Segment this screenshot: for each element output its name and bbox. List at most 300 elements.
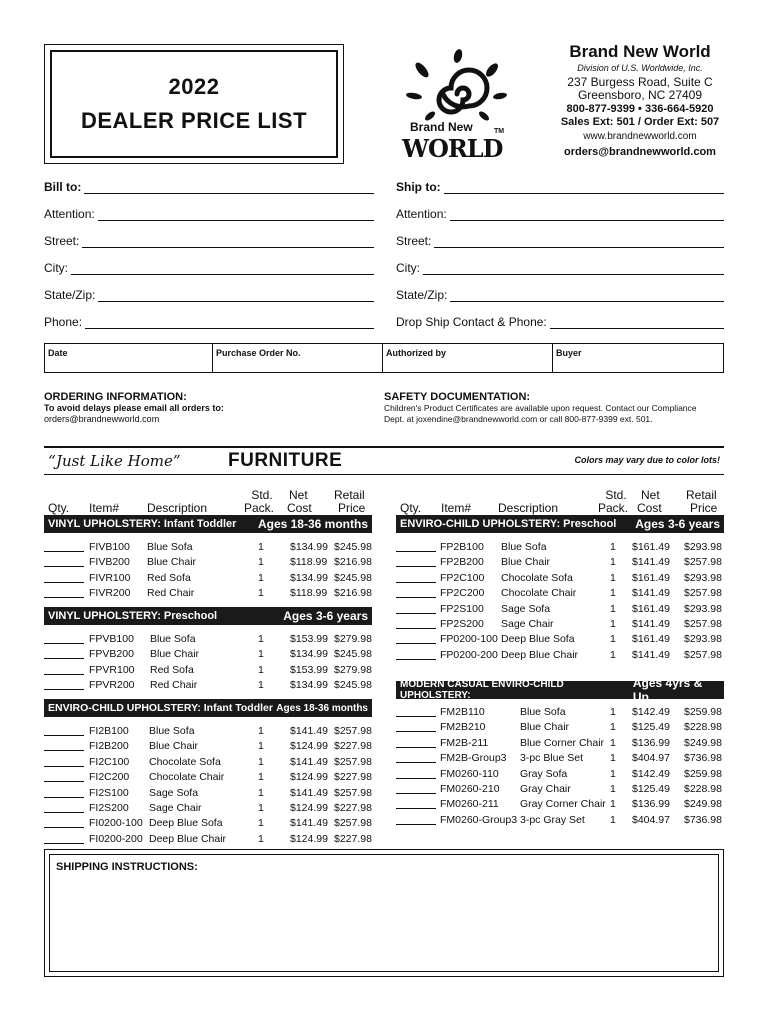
col-net: Net — [641, 488, 660, 502]
qty-input[interactable] — [44, 797, 84, 798]
item-number: FM2B210 — [440, 721, 486, 734]
retail-price: $228.98 — [684, 783, 722, 795]
col-pack: Pack. — [598, 501, 629, 515]
table-row — [396, 720, 726, 735]
company-address1: 237 Burgess Road, Suite C — [567, 74, 713, 89]
bill-to-field[interactable] — [44, 178, 374, 194]
bill-to-section — [44, 178, 374, 329]
safety-info — [384, 391, 728, 425]
net-cost: $161.49 — [632, 571, 670, 584]
item-description: Sage Chair — [149, 802, 202, 814]
item-number: FIVB100 — [89, 541, 130, 553]
item-description: Blue Chair — [501, 556, 551, 569]
bill-phone-field[interactable] — [44, 313, 374, 329]
item-number: FI2C200 — [89, 771, 130, 784]
table-row — [396, 648, 726, 663]
po-number-field[interactable]: Purchase Order No. — [213, 344, 383, 372]
item-number: FM0260-210 — [440, 783, 500, 795]
ordering-heading: ORDERING INFORMATION: — [44, 391, 187, 403]
item-number: FI2B200 — [89, 740, 129, 753]
retail-price: $279.98 — [334, 663, 372, 676]
item-description: Blue Chair — [147, 556, 197, 569]
item-description: Blue Sofa — [147, 541, 193, 553]
bill-street-label: Street: — [44, 234, 80, 248]
ship-statezip-label: State/Zip: — [396, 288, 448, 302]
std-pack: 1 — [258, 786, 264, 799]
company-info — [540, 42, 740, 160]
table-row — [396, 617, 726, 632]
item-description: Chocolate Sofa — [149, 755, 221, 768]
net-cost: $141.49 — [632, 587, 670, 600]
group-header-enviro-infant — [44, 699, 372, 717]
item-number: FPVB200 — [89, 648, 134, 661]
qty-input[interactable] — [396, 778, 436, 779]
retail-price: $245.98 — [334, 571, 372, 584]
qty-input[interactable] — [396, 747, 436, 748]
table-row — [44, 816, 374, 831]
item-description: Deep Blue Sofa — [501, 633, 575, 646]
qty-input[interactable] — [396, 551, 436, 552]
qty-input[interactable] — [44, 643, 84, 644]
table-row — [44, 555, 374, 570]
qty-input[interactable] — [396, 659, 436, 660]
std-pack: 1 — [258, 541, 264, 553]
item-description: Blue Corner Chair — [520, 736, 605, 749]
net-cost: $141.49 — [632, 556, 670, 569]
table-row — [396, 586, 726, 601]
col-item: Item# — [441, 501, 472, 515]
retail-price: $736.98 — [684, 752, 722, 765]
col-description: Description — [498, 501, 559, 515]
net-cost: $142.49 — [632, 767, 670, 780]
retail-price: $257.98 — [684, 587, 722, 600]
authorized-by-field[interactable]: Authorized by — [383, 344, 553, 372]
std-pack: 1 — [258, 802, 264, 814]
bill-statezip-field[interactable] — [44, 286, 374, 302]
qty-input[interactable] — [44, 827, 84, 828]
group-title: ENVIRO-CHILD UPHOLSTERY: Infant Toddler — [48, 702, 273, 714]
ship-statezip-field[interactable] — [396, 286, 724, 302]
item-description: Blue Sofa — [149, 725, 195, 737]
bill-statezip-label: State/Zip: — [44, 288, 96, 302]
item-description: 3-pc Blue Set — [520, 752, 584, 765]
item-description: Blue Sofa — [520, 706, 566, 718]
net-cost: $136.99 — [632, 736, 670, 749]
table-row — [396, 705, 726, 720]
item-number: FI0200-200 — [89, 832, 143, 845]
std-pack: 1 — [610, 736, 616, 749]
qty-input[interactable] — [396, 731, 436, 732]
qty-input[interactable] — [396, 824, 436, 825]
col-retail: Retail — [334, 488, 365, 502]
std-pack: 1 — [610, 602, 616, 615]
ship-to-field[interactable] — [396, 178, 724, 194]
net-cost: $404.97 — [632, 813, 670, 826]
item-number: FI2S100 — [89, 786, 129, 799]
group-title: VINYL UPHOLSTERY: Preschool — [48, 610, 218, 622]
date-field[interactable]: Date — [45, 344, 213, 372]
section-title: FURNITURE — [228, 450, 343, 471]
company-website: www.brandnewworld.com — [583, 130, 697, 142]
table-row — [396, 555, 726, 570]
qty-input[interactable] — [396, 643, 436, 644]
retail-price: $245.98 — [334, 541, 372, 553]
price-list-title: DEALER PRICE LIST — [80, 108, 308, 133]
company-extensions: Sales Ext: 501 / Order Ext: 507 — [560, 116, 720, 128]
group-age: Ages 18-36 months — [257, 517, 368, 531]
qty-input[interactable] — [44, 597, 84, 598]
company-email: orders@brandnewworld.com — [564, 146, 716, 158]
bill-attention-label: Attention: — [44, 207, 95, 221]
item-number: FP2S100 — [440, 602, 484, 615]
retail-price: $227.98 — [334, 771, 372, 784]
item-number: FI2B100 — [89, 725, 129, 737]
ship-to-section — [396, 178, 724, 329]
std-pack: 1 — [258, 571, 264, 584]
table-row — [44, 647, 374, 662]
item-number: FP2C200 — [440, 587, 485, 600]
item-number: FM0260-110 — [440, 767, 499, 780]
item-description: Chocolate Sofa — [501, 571, 573, 584]
item-number: FM0260-211 — [440, 798, 499, 811]
net-cost: $141.49 — [290, 725, 328, 737]
std-pack: 1 — [610, 798, 616, 811]
item-number: FP0200-200 — [440, 648, 498, 661]
item-description: 3-pc Gray Set — [520, 813, 585, 826]
item-number: FI2C100 — [89, 755, 130, 768]
table-row — [396, 736, 726, 751]
group-title: MODERN CASUAL ENVIRO-CHILD UPHOLSTERY: — [400, 679, 564, 701]
item-description: Red Chair — [150, 679, 198, 692]
table-row — [44, 739, 374, 754]
table-row — [44, 540, 374, 555]
safety-heading: SAFETY DOCUMENTATION: — [384, 391, 531, 403]
qty-input[interactable] — [44, 689, 84, 690]
retail-price: $227.98 — [334, 802, 372, 814]
group-age: Ages 18-36 months — [276, 702, 368, 714]
net-cost: $136.99 — [632, 798, 670, 811]
qty-input[interactable] — [44, 812, 84, 813]
logo-tm: TM — [494, 128, 505, 135]
net-cost: $141.49 — [632, 648, 670, 661]
retail-price: $293.98 — [684, 571, 722, 584]
item-description: Chocolate Chair — [149, 771, 225, 784]
group-title: ENVIRO-CHILD UPHOLSTERY: Preschool — [400, 518, 617, 530]
table-row — [44, 678, 374, 693]
net-cost: $161.49 — [632, 633, 670, 646]
retail-price: $259.98 — [684, 767, 722, 780]
retail-price: $257.98 — [334, 786, 372, 799]
net-cost: $134.99 — [290, 541, 328, 553]
col-net: Net — [289, 488, 308, 502]
group-header-vinyl-preschool — [44, 607, 372, 625]
item-number: FI0200-100 — [89, 817, 143, 830]
retail-price: $257.98 — [334, 755, 372, 768]
retail-price: $227.98 — [334, 832, 372, 845]
company-name: Brand New World — [569, 42, 711, 61]
table-row — [44, 832, 374, 847]
drop-ship-field[interactable] — [396, 313, 724, 329]
retail-price: $279.98 — [334, 633, 372, 645]
net-cost: $161.49 — [632, 541, 670, 553]
net-cost: $125.49 — [632, 783, 670, 795]
item-description: Blue Sofa — [501, 541, 547, 553]
ship-attention-label: Attention: — [396, 207, 447, 221]
table-row — [44, 770, 374, 785]
retail-price: $293.98 — [684, 602, 722, 615]
retail-price: $736.98 — [684, 813, 722, 826]
std-pack: 1 — [258, 556, 264, 569]
item-number: FPVR200 — [89, 679, 135, 692]
table-row — [44, 663, 374, 678]
qty-input[interactable] — [396, 762, 436, 763]
group-header-vinyl-infant — [44, 515, 372, 533]
table-row — [44, 571, 374, 586]
std-pack: 1 — [258, 633, 264, 645]
qty-input[interactable] — [396, 582, 436, 583]
item-number: FIVR100 — [89, 571, 131, 584]
table-row — [396, 632, 726, 647]
bill-street-field[interactable] — [44, 232, 374, 248]
ship-street-label: Street: — [396, 234, 432, 248]
group-header-modern-casual — [396, 676, 724, 704]
item-description: Gray Sofa — [520, 767, 568, 780]
retail-price: $249.98 — [684, 798, 722, 811]
col-pack: Pack. — [244, 501, 275, 515]
qty-input[interactable] — [44, 766, 84, 767]
qty-input[interactable] — [44, 781, 84, 782]
drop-ship-label: Drop Ship Contact & Phone: — [396, 315, 547, 329]
item-description: Blue Chair — [520, 721, 570, 734]
retail-price: $245.98 — [334, 679, 372, 692]
ordering-line1: To avoid delays please email all orders to: — [44, 403, 224, 413]
qty-input[interactable] — [44, 735, 84, 736]
qty-input[interactable] — [396, 793, 436, 794]
qty-input[interactable] — [44, 658, 84, 659]
title-box — [44, 44, 344, 164]
std-pack: 1 — [258, 663, 264, 676]
group-age: Ages 3-6 years — [635, 517, 720, 531]
qty-input[interactable] — [44, 551, 84, 552]
item-description: Gray Chair — [520, 783, 571, 795]
item-number: FM2B-211 — [440, 736, 489, 749]
std-pack: 1 — [610, 571, 616, 584]
retail-price: $293.98 — [684, 541, 722, 553]
qty-input[interactable] — [44, 750, 84, 751]
std-pack: 1 — [610, 633, 616, 646]
table-row — [44, 632, 374, 647]
std-pack: 1 — [610, 813, 616, 826]
std-pack: 1 — [610, 556, 616, 569]
item-description: Blue Chair — [150, 648, 200, 661]
net-cost: $142.49 — [632, 706, 670, 718]
std-pack: 1 — [610, 706, 616, 718]
retail-price: $216.98 — [334, 556, 372, 569]
item-number: FM0260-Group3 — [440, 813, 518, 826]
net-cost: $125.49 — [632, 721, 670, 734]
ordering-email: orders@brandnewworld.com — [44, 414, 160, 424]
item-number: FIVB200 — [89, 556, 130, 569]
qty-input[interactable] — [396, 808, 436, 809]
std-pack: 1 — [258, 648, 264, 661]
table-row — [44, 586, 374, 601]
col-price: Price — [338, 501, 366, 515]
qty-input[interactable] — [396, 597, 436, 598]
ship-to-label: Ship to: — [396, 180, 441, 194]
item-number: FIVR200 — [89, 587, 131, 600]
buyer-field[interactable]: Buyer — [556, 348, 582, 358]
logo-brand-new: Brand New — [410, 120, 473, 134]
item-description: Sage Sofa — [501, 602, 551, 615]
item-number: FP2B200 — [440, 556, 484, 569]
retail-price: $257.98 — [334, 725, 372, 737]
table-row — [396, 782, 726, 797]
item-number: FPVR100 — [89, 663, 135, 676]
item-description: Sage Chair — [501, 618, 554, 630]
bill-city-field[interactable] — [44, 259, 374, 275]
item-number: FPVB100 — [89, 633, 134, 645]
retail-price: $257.98 — [684, 618, 722, 630]
qty-input[interactable] — [396, 628, 436, 629]
col-std: Std. — [251, 488, 273, 502]
std-pack: 1 — [258, 832, 264, 845]
col-cost: Cost — [287, 501, 312, 515]
std-pack: 1 — [258, 679, 264, 692]
shipping-heading: SHIPPING INSTRUCTIONS: — [56, 861, 198, 873]
std-pack: 1 — [258, 755, 264, 768]
table-row — [44, 801, 374, 816]
shipping-instructions-box[interactable] — [44, 849, 724, 977]
item-number: FI2S200 — [89, 802, 129, 814]
table-row — [396, 813, 726, 828]
logo-world: WORLD — [402, 134, 503, 163]
table-row — [396, 767, 726, 782]
net-cost: $134.99 — [290, 648, 328, 661]
net-cost: $124.99 — [290, 740, 328, 753]
item-number: FP0200-100 — [440, 633, 498, 646]
col-std: Std. — [605, 488, 627, 502]
table-row — [44, 755, 374, 770]
col-retail: Retail — [686, 488, 717, 502]
qty-input[interactable] — [44, 674, 84, 675]
std-pack: 1 — [610, 541, 616, 553]
bill-attention-field[interactable] — [44, 205, 374, 221]
ship-attention-field[interactable] — [396, 205, 724, 221]
item-number: FM2B-Group3 — [440, 752, 507, 765]
safety-line1: Children's Product Certificates are available upon request. Contact our Compliance — [384, 403, 697, 413]
col-description: Description — [147, 501, 208, 515]
qty-input[interactable] — [396, 566, 436, 567]
std-pack: 1 — [610, 618, 616, 630]
std-pack: 1 — [258, 725, 264, 737]
std-pack: 1 — [258, 771, 264, 784]
net-cost: $134.99 — [290, 571, 328, 584]
net-cost: $124.99 — [290, 802, 328, 814]
item-description: Sage Sofa — [149, 786, 199, 799]
table-row — [396, 797, 726, 812]
net-cost: $118.99 — [290, 556, 328, 569]
net-cost: $124.99 — [290, 771, 328, 784]
retail-price: $249.98 — [684, 736, 722, 749]
bill-phone-label: Phone: — [44, 315, 83, 329]
std-pack: 1 — [610, 767, 616, 780]
group-age: Ages 3-6 years — [283, 609, 368, 623]
retail-price: $257.98 — [684, 556, 722, 569]
std-pack: 1 — [610, 783, 616, 795]
ship-street-field[interactable] — [396, 232, 724, 248]
table-row — [396, 540, 726, 555]
std-pack: 1 — [258, 740, 264, 753]
qty-input[interactable] — [44, 843, 84, 844]
retail-price: $257.98 — [334, 817, 372, 830]
item-description: Red Sofa — [150, 663, 194, 676]
bill-to-label: Bill to: — [44, 180, 82, 194]
std-pack: 1 — [258, 587, 264, 600]
table-row — [44, 786, 374, 801]
ship-city-field[interactable] — [396, 259, 724, 275]
company-address2: Greensboro, NC 27409 — [577, 88, 703, 102]
net-cost: $153.99 — [290, 663, 328, 676]
safety-line2: Dept. at joxendine@brandnewworld.com or call 800-877-9399 ext. 501. — [384, 414, 653, 424]
std-pack: 1 — [610, 648, 616, 661]
col-qty: Qty. — [48, 501, 70, 515]
net-cost: $404.97 — [632, 752, 670, 765]
colors-note: Colors may vary due to color lots! — [574, 455, 720, 465]
net-cost: $161.49 — [632, 602, 670, 615]
qty-input[interactable] — [396, 613, 436, 614]
item-description: Red Sofa — [147, 571, 191, 584]
table-row — [396, 751, 726, 766]
std-pack: 1 — [610, 752, 616, 765]
ordering-info — [44, 391, 364, 425]
retail-price: $245.98 — [334, 648, 372, 661]
item-description: Deep Blue Sofa — [149, 817, 223, 830]
net-cost: $141.49 — [290, 755, 328, 768]
std-pack: 1 — [610, 721, 616, 734]
item-number: FP2C100 — [440, 571, 485, 584]
net-cost: $153.99 — [290, 633, 328, 645]
col-price: Price — [690, 501, 718, 515]
group-title: VINYL UPHOLSTERY: Infant Toddler — [48, 518, 237, 530]
item-description: Deep Blue Chair — [501, 648, 579, 661]
divider — [44, 474, 724, 475]
company-phones: 800-877-9399 • 336-664-5920 — [566, 102, 714, 115]
net-cost: $134.99 — [290, 679, 328, 692]
qty-input[interactable] — [44, 566, 84, 567]
retail-price: $257.98 — [684, 648, 722, 661]
price-list-year: 2022 — [168, 74, 220, 99]
brand-logo — [400, 44, 520, 164]
qty-input[interactable] — [396, 716, 436, 717]
bill-city-label: City: — [44, 261, 68, 275]
qty-input[interactable] — [44, 582, 84, 583]
net-cost: $124.99 — [290, 832, 328, 845]
item-description: Chocolate Chair — [501, 587, 577, 600]
net-cost: $141.49 — [290, 817, 328, 830]
retail-price: $228.98 — [684, 721, 722, 734]
item-number: FP2S200 — [440, 618, 484, 630]
group-age: Ages 4yrs & Up — [632, 676, 703, 704]
tagline: “Just Like Home” — [48, 452, 181, 470]
std-pack: 1 — [258, 817, 264, 830]
item-description: Blue Sofa — [150, 633, 196, 645]
item-description: Red Chair — [147, 587, 195, 600]
company-division: Division of U.S. Worldwide, Inc. — [577, 63, 703, 73]
col-cost: Cost — [637, 501, 662, 515]
item-number: FM2B110 — [440, 706, 485, 718]
col-item: Item# — [89, 501, 120, 515]
retail-price: $259.98 — [684, 706, 722, 718]
